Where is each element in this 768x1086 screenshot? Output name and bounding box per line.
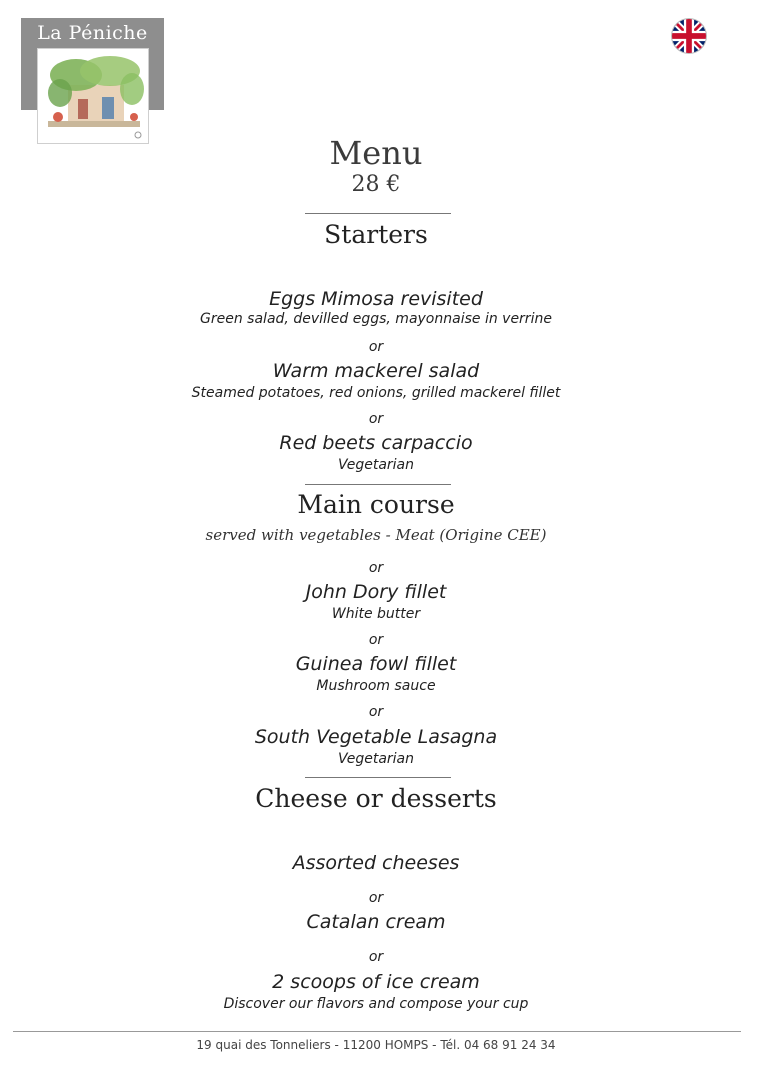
section-heading-main-course: Main course xyxy=(297,490,455,519)
or-separator: or xyxy=(368,704,384,720)
or-separator: or xyxy=(368,632,384,648)
or-separator: or xyxy=(368,339,384,355)
or-separator: or xyxy=(368,411,384,427)
dish-name: Assorted cheeses xyxy=(292,852,460,874)
dish-name: 2 scoops of ice cream xyxy=(272,971,480,993)
dish-name: Guinea fowl fillet xyxy=(295,653,457,675)
dish-description: White butter xyxy=(331,606,421,622)
restaurant-logo[interactable] xyxy=(21,18,164,110)
or-separator: or xyxy=(368,890,384,906)
dish-description: Vegetarian xyxy=(337,457,415,473)
dish-description: Discover our flavors and compose your cup xyxy=(223,996,529,1012)
or-separator: or xyxy=(368,949,384,965)
or-separator: or xyxy=(368,560,384,576)
section-heading-starters: Starters xyxy=(324,220,428,249)
divider xyxy=(305,484,451,485)
footer-address: 19 quai des Tonneliers - 11200 HOMPS - Tél. 04 68 91 24 34 xyxy=(196,1038,556,1052)
logo-text: La Péniche xyxy=(37,22,148,44)
dish-description: Vegetarian xyxy=(337,751,415,767)
menu-title: Menu xyxy=(329,134,423,172)
dish-name: South Vegetable Lasagna xyxy=(254,726,498,748)
footer-divider xyxy=(13,1031,741,1032)
section-heading-cheese-or-desserts: Cheese or desserts xyxy=(255,784,497,813)
divider xyxy=(305,213,451,214)
dish-description: Mushroom sauce xyxy=(316,678,436,694)
dish-name: Eggs Mimosa revisited xyxy=(269,288,483,310)
divider xyxy=(305,777,451,778)
dish-name: Red beets carpaccio xyxy=(279,432,473,454)
dish-name: Catalan cream xyxy=(306,911,446,933)
english-language-flag-icon[interactable] xyxy=(672,19,706,53)
dish-name: Warm mackerel salad xyxy=(272,360,480,382)
dish-description: Steamed potatoes, red onions, grilled mackerel fillet xyxy=(191,385,561,401)
main-course-note: served with vegetables - Meat (Origine CEE) xyxy=(205,526,547,544)
logo-illustration xyxy=(37,48,149,144)
dish-description: Green salad, devilled eggs, mayonnaise in verrine xyxy=(200,311,552,327)
dish-name: John Dory fillet xyxy=(305,581,447,603)
menu-price: 28 € xyxy=(351,172,401,197)
